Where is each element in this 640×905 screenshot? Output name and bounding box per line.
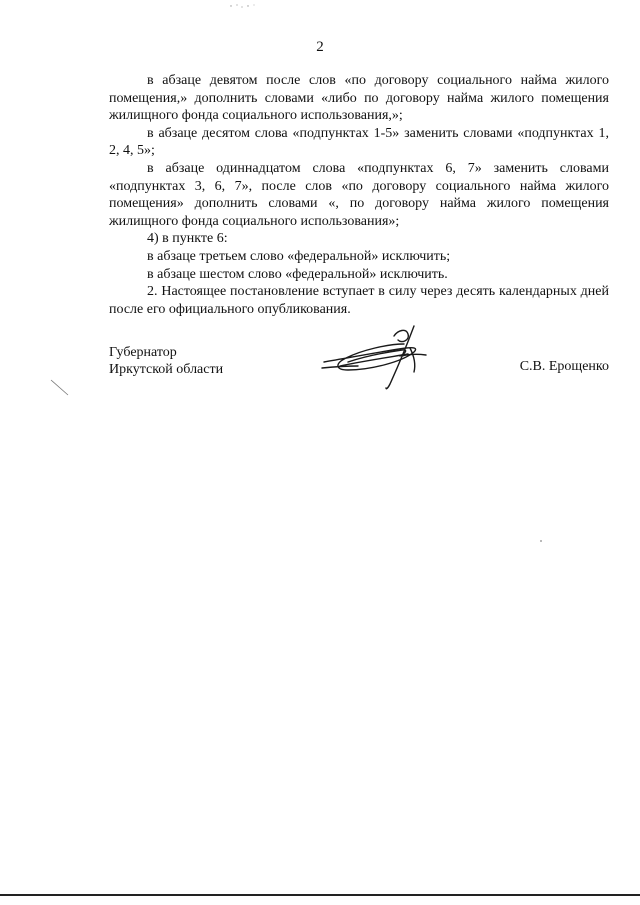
page-number: 2 (316, 39, 324, 55)
paragraph-7: 2. Настоящее постановление вступает в силу через десять календарных дней после его официального опубликования. (109, 284, 609, 317)
paragraph-1: в абзаце девятом после слов «по договору социального найма жилого помещения,» дополнить словами «либо по договору найма жилого помещения жилищного фонда социального использования,»; (109, 73, 609, 124)
signatory-name: С.В. Ерощенко (519, 359, 609, 374)
paragraph-5: в абзаце третьем слово «федеральной» исключить; (147, 248, 451, 264)
paragraph-2: в абзаце десятом слова «подпунктах 1-5» заменить словами «подпунктах 1, 2, 4, 5»; (109, 125, 609, 159)
paragraph-4: 4) в пункте 6: (147, 231, 228, 247)
paragraph-6: в абзаце шестом слово «федеральной» исключить. (147, 266, 448, 282)
scan-artifact-dots (228, 2, 258, 10)
handwritten-signature-icon (318, 318, 438, 398)
scan-bottom-edge (0, 894, 640, 896)
signatory-title (109, 344, 223, 378)
document-body (109, 72, 609, 318)
scan-artifact-mark (50, 378, 70, 398)
signatory-title-line2: Иркутской области (109, 362, 224, 377)
paragraph-3: в абзаце одиннадцатом слова «подпунктах 6, 7» заменить словами «подпунктах 3, 6, 7», после слов «по договору социального найма жилого помещения» дополнить словами «, по договору найма жилого помещения жилищного фонда социального использования»; (109, 160, 609, 229)
signatory-title-line1: Губернатор (109, 345, 177, 360)
scan-artifact-dot (538, 538, 544, 544)
